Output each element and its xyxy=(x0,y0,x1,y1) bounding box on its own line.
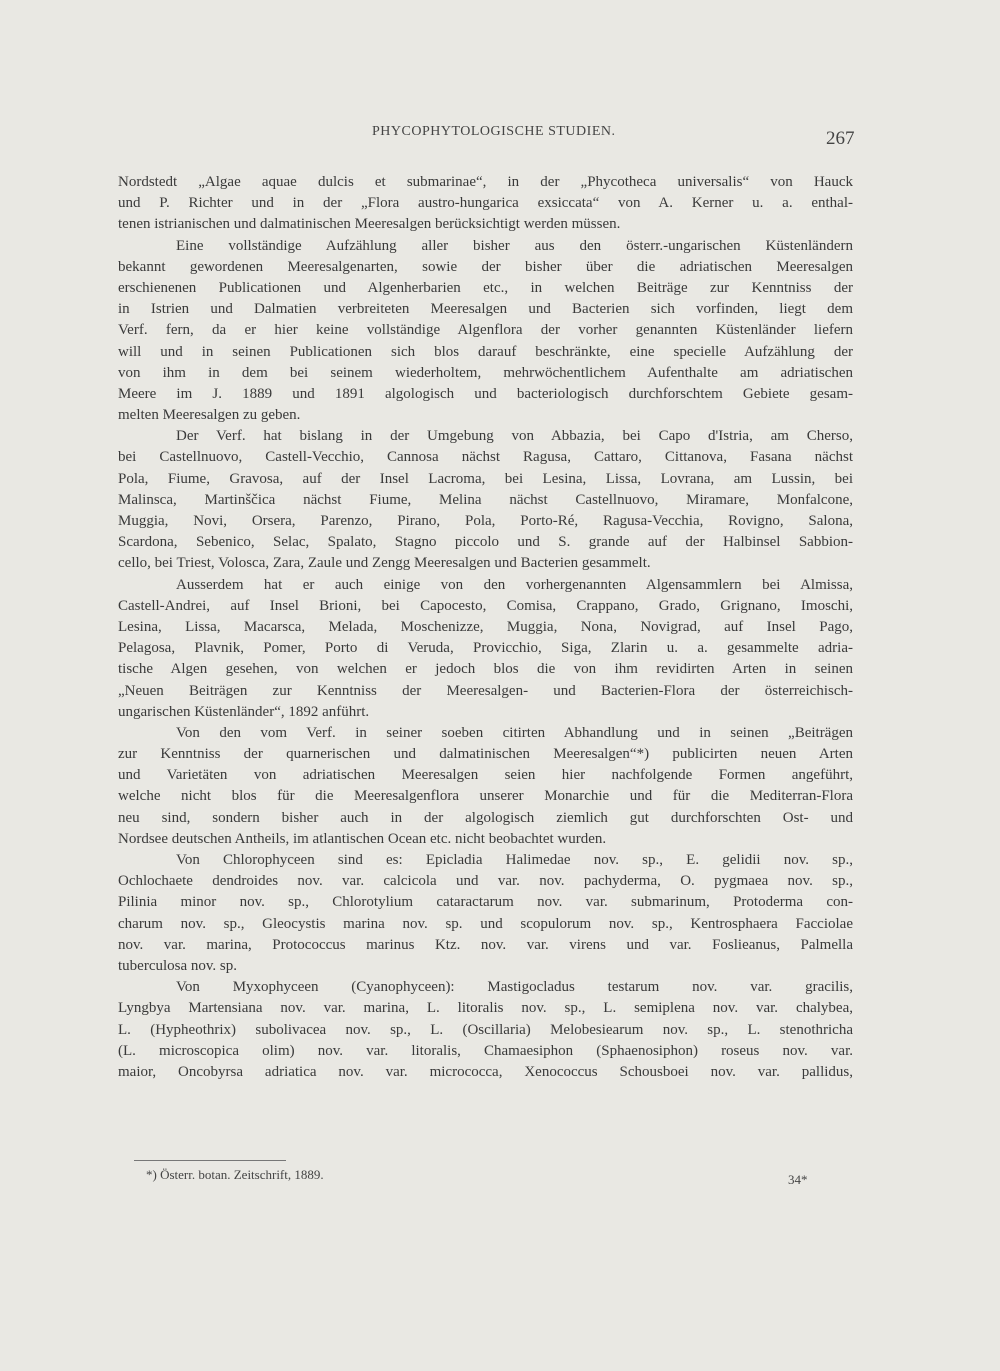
text-line: (L. microscopica olim) nov. var. litoralis, Chamaesiphon (Sphaenosiphon) roseus nov. var. xyxy=(118,1042,853,1059)
text-line: Von Myxophyceen (Cyanophyceen): Mastigocladus testarum nov. var. gracilis, xyxy=(176,979,853,996)
text-line: Castell-Andrei, auf Insel Brioni, bei Capocesto, Comisa, Crappano, Grado, Grignano, Imoschi, xyxy=(118,597,853,614)
text-line: melten Meeresalgen zu geben. xyxy=(118,407,301,424)
text-line: Lesina, Lissa, Macarsca, Melada, Moschenizze, Muggia, Nona, Novigrad, auf Insel Pago, xyxy=(118,618,853,635)
text-line: will und in seinen Publicationen sich blos darauf beschränkte, eine specielle Aufzählung der xyxy=(118,343,853,360)
text-line: Pilinia minor nov. sp., Chlorotylium cataractarum nov. var. submarinum, Protoderma con- xyxy=(118,894,853,911)
text-line: maior, Oncobyrsa adriatica nov. var. micrococca, Xenococcus Schousboei nov. var. pallidus, xyxy=(118,1063,853,1080)
text-line: welche nicht blos für die Meeresalgenflora unserer Monarchie und für die Mediterran-Flora xyxy=(118,788,853,805)
text-line: Nordsee deutschen Antheils, im atlantischen Ocean etc. nicht beobachtet wurden. xyxy=(118,830,607,847)
footnote: *) Österr. botan. Zeitschrift, 1889. xyxy=(146,1167,324,1182)
text-line: erschienenen Publicationen und Algenherbarien etc., in welchen Beiträge zur Kenntniss der xyxy=(118,279,853,296)
text-line: von ihm in dem bei seinem wiederholtem, mehrwöchentlichem Aufenthalte am adriatischen xyxy=(118,364,853,381)
running-head xyxy=(0,118,1000,148)
text-line: L. (Hypheothrix) subolivacea nov. sp., L. (Oscillaria) Melobesiearum nov. sp., L. stenothricha xyxy=(118,1021,853,1038)
text-line: Ochlochaete dendroides nov. var. calcicola und var. nov. pachyderma, O. pygmaea nov. sp., xyxy=(118,873,853,890)
page-number: 267 xyxy=(826,128,855,149)
text-line: Der Verf. hat bislang in der Umgebung von Abbazia, bei Capo d'Istria, am Cherso, xyxy=(176,428,853,445)
text-line: Eine vollständige Aufzählung aller bisher aus den österr.-ungarischen Küstenländern xyxy=(176,237,853,254)
body-text xyxy=(118,172,853,1083)
text-line: tische Algen gesehen, von welchen er jedoch blos die von ihm revidirten Arten in seinen xyxy=(118,661,853,678)
text-line: Pelagosa, Plavnik, Pomer, Porto di Veruda, Provicchio, Siga, Zlarin u. a. gesammelte adria- xyxy=(118,640,853,657)
text-line: neu sind, sondern bisher auch in der algologisch ziemlich gut durchforschten Ost- und xyxy=(118,809,853,826)
text-line: Meere im J. 1889 und 1891 algologisch und bacteriologisch durchforschtem Gebiete gesam- xyxy=(118,385,853,402)
text-line: Von Chlorophyceen sind es: Epicladia Halimedae nov. sp., E. gelidii nov. sp., xyxy=(176,852,853,868)
text-line: „Neuen Beiträgen zur Kenntniss der Meeresalgen- und Bacterien-Flora der österreichisch- xyxy=(118,682,853,699)
text-line: bei Castellnuovo, Castell-Vecchio, Cannosa nächst Ragusa, Cattaro, Cittanova, Fasana nächst xyxy=(118,449,853,466)
text-line: charum nov. sp., Gleocystis marina nov. sp. und scopulorum nov. sp., Kentrosphaera Facciolae xyxy=(118,915,853,932)
text-line: zur Kenntniss der quarnerischen und dalmatinischen Meeresalgen“*) publicirten neuen Arten xyxy=(118,746,853,763)
text-line: cello, bei Triest, Volosca, Zara, Zaule und Zengg Meeresalgen und Bacterien gesammelt. xyxy=(118,555,651,572)
running-title: PHYCOPHYTOLOGISCHE STUDIEN. xyxy=(372,124,616,139)
text-line: Malinsca, Martinščica nächst Fiume, Melina nächst Castellnuovo, Miramare, Monfalcone, xyxy=(118,491,853,508)
text-line: nov. var. marina, Protococcus marinus Ktz. nov. var. virens und var. Foslieanus, Palmella xyxy=(118,936,853,953)
text-line: Von den vom Verf. in seiner soeben citirten Abhandlung und in seinen „Beiträgen xyxy=(176,724,853,741)
text-line: bekannt gewordenen Meeresalgenarten, sowie der bisher über die adriatischen Meeresalgen xyxy=(118,258,853,275)
text-line: tuberculosa nov. sp. xyxy=(118,957,238,974)
text-line: Lyngbya Martensiana nov. var. marina, L. litoralis nov. sp., L. semiplena nov. var. chalybea, xyxy=(118,1000,853,1017)
text-line: Ausserdem hat er auch einige von den vorhergenannten Algensammlern bei Almissa, xyxy=(176,576,853,593)
text-line: ungarischen Küstenländer“, 1892 anführt. xyxy=(118,703,370,720)
text-line: Pola, Fiume, Gravosa, auf der Insel Lacroma, bei Lesina, Lissa, Lovrana, am Lussin, bei xyxy=(118,470,853,487)
text-line: Muggia, Novi, Orsera, Parenzo, Pirano, Pola, Porto-Ré, Ragusa-Vecchia, Rovigno, Salona, xyxy=(118,513,853,529)
text-line: tenen istrianischen und dalmatinischen Meeresalgen berücksichtigt werden müssen. xyxy=(118,216,621,233)
text-line: Nordstedt „Algae aquae dulcis et submarinae“, in der „Phycotheca universalis“ von Hauck xyxy=(118,174,853,190)
text-line: und Varietäten von adriatischen Meeresalgen seien hier nachfolgende Formen angeführt, xyxy=(118,767,853,784)
text-line: in Istrien und Dalmatien verbreiteten Meeresalgen und Bacterien sich vorfinden, liegt dem xyxy=(118,301,853,318)
footnote-rule xyxy=(134,1160,286,1161)
text-line: und P. Richter und in der „Flora austro-hungarica exsiccata“ von A. Kerner u. a. enthal- xyxy=(118,195,853,212)
text-line: Verf. fern, da er hier keine vollständige Algenflora der vorher genannten Küstenländer liefern xyxy=(118,322,853,339)
signature-mark: 34* xyxy=(788,1172,808,1187)
text-line: Scardona, Sebenico, Selac, Spalato, Stagno piccolo und S. grande auf der Halbinsel Sabbion- xyxy=(118,534,853,551)
